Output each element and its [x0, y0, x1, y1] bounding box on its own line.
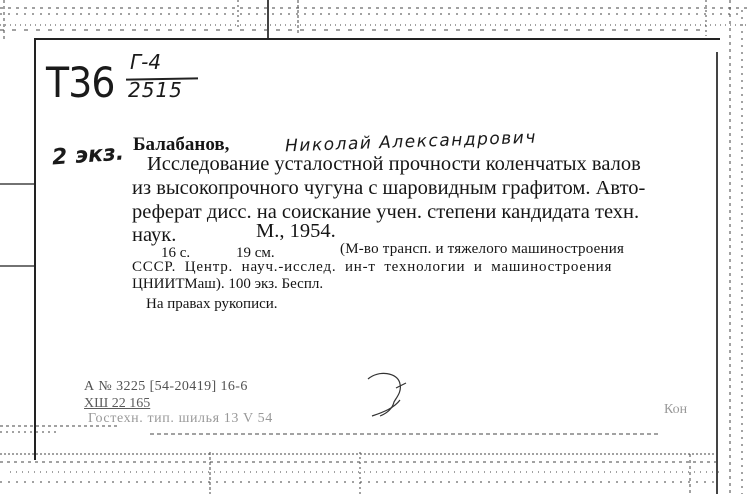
rights-note: На правах рукописи.	[146, 296, 278, 312]
title-line-2: из высокопрочного чугуна с шаровидным графитом. Авто-	[132, 177, 646, 199]
publisher-line-1: (М-во трансп. и тяжелого машиностроения	[340, 241, 625, 257]
shelfmark-top: Г-4	[130, 50, 162, 74]
title-line-4: наук.	[132, 224, 177, 246]
accession-line-2: ХШ 22 165	[84, 396, 151, 411]
size-cm: 19 см.	[236, 245, 275, 261]
edge-fragment: Кон	[664, 402, 688, 417]
shelfmark-bottom: 2515	[128, 78, 183, 102]
title-line-3: реферат дисс. на соискание учен. степени кандидата техн.	[132, 201, 640, 223]
copies-note: 2 экз.	[51, 140, 125, 171]
accession-line-1: А № 3225 [54-20419] 16-6	[84, 379, 248, 394]
shelfmark-main: T36	[46, 58, 115, 107]
card-right-edge	[716, 52, 718, 494]
page-count: 16 с.	[161, 245, 191, 261]
publisher-line-3: ЦНИИТМаш). 100 экз. Беспл.	[132, 276, 324, 292]
place-year: М., 1954.	[256, 220, 336, 242]
accession-line-3: Гостехн. тип. шилья 13 V 54	[88, 411, 273, 426]
author-given-names: Николай Александрович	[284, 127, 538, 157]
publisher-line-2: СССР. Центр. науч.-исслед. ин-т технологии и машиностроения	[132, 259, 613, 275]
title-line-1: Исследование усталостной прочности коленчатых валов	[147, 153, 641, 175]
author-surname: Балабанов,	[133, 134, 230, 155]
